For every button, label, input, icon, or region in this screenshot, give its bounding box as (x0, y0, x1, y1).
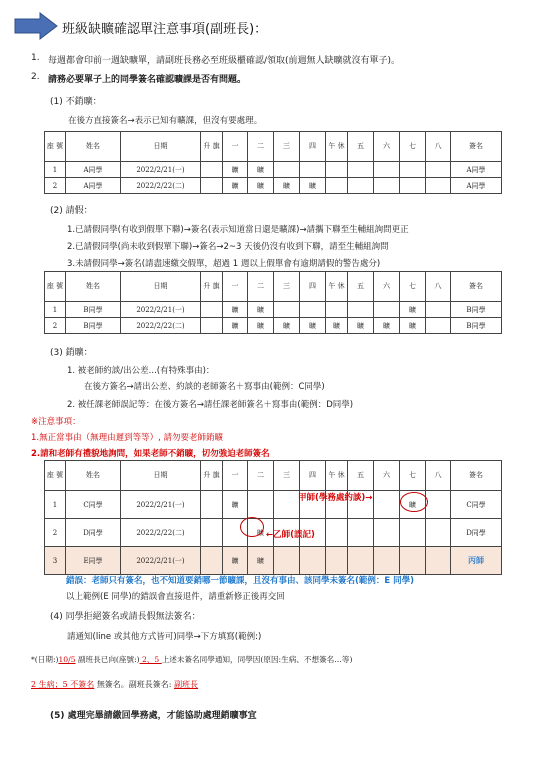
table-cell: 曠 (300, 318, 326, 334)
header-cell: 二 (248, 461, 274, 491)
table-cell: 曠 (223, 491, 248, 519)
header-cell: 五 (348, 272, 374, 302)
table-cell (274, 547, 300, 575)
table-cell (348, 302, 374, 318)
table-cell (248, 491, 274, 519)
notice-form-line1 (31, 654, 352, 665)
table-cell (348, 547, 374, 575)
form-sign-value[interactable]: 副班長 (174, 680, 199, 689)
circle-mark-yi (240, 517, 264, 537)
table-cell: C同學 (451, 491, 502, 519)
table-cell: 2022/2/21(一) (121, 491, 201, 519)
table-cell (374, 519, 400, 547)
table-cell: 曠 (400, 491, 426, 519)
table-cell: 1 (45, 302, 66, 318)
table-cell: 2022/2/21(一) (121, 302, 201, 318)
header-cell: 四 (300, 461, 326, 491)
table-cell: B同學 (451, 318, 502, 334)
table-cell: 曠 (248, 162, 274, 178)
header-cell: 七 (400, 272, 426, 302)
table-cell: B同學 (66, 302, 121, 318)
table-cell: 曠 (223, 162, 248, 178)
table-row (45, 162, 502, 178)
section2-heading: (2) 請假： (50, 206, 93, 216)
table-cell (348, 162, 374, 178)
table-cell: C同學 (66, 491, 121, 519)
table-cancel (44, 460, 502, 575)
table-cell: 1 (45, 491, 66, 519)
notes-heading: ※注意事項： (31, 417, 81, 427)
item2-number: 2. (31, 72, 40, 82)
table-cell: 曠 (248, 547, 274, 575)
table-cell: 丙師 (451, 547, 502, 575)
header-cell: 四 (300, 272, 326, 302)
table-cell: 曠 (248, 318, 274, 334)
header-cell: 一 (223, 461, 248, 491)
table-cell (274, 162, 300, 178)
header-cell: 六 (374, 272, 400, 302)
table-cell: 2022/2/22(二) (121, 519, 201, 547)
table-cell: 2022/2/22(二) (121, 178, 201, 194)
section1-heading: (1) 不銷曠： (50, 97, 102, 107)
error-note: 錯誤：老師只有簽名，也不知道要銷哪一節曠課，且沒有事由、該同學未簽名(範例：E 同學) (66, 576, 415, 586)
header-cell: 簽名 (451, 132, 502, 162)
table-row (45, 318, 502, 334)
form-reason-label: 上述未簽名同學通知，同學因(原因:生病、不想簽名…等) (161, 655, 353, 664)
section2-line2: 2.已請假同學(尚未收到假單下聯)→簽名→2~3 天後仍沒有收到下聯，請至生輔組詢問 (67, 242, 389, 252)
table-cell (374, 491, 400, 519)
table-cell (201, 162, 223, 178)
table-cell (201, 547, 223, 575)
header-cell: 二 (248, 272, 274, 302)
header-cell: 八 (426, 132, 451, 162)
table-cell: 3 (45, 547, 66, 575)
table-cell: 2 (45, 318, 66, 334)
table-cell (426, 178, 451, 194)
table-cell (374, 547, 400, 575)
table-cell (326, 519, 348, 547)
header-cell: 升 旗 (201, 461, 223, 491)
header-cell: 三 (274, 132, 300, 162)
header-cell: 八 (426, 272, 451, 302)
table-cell (400, 162, 426, 178)
table-cell: 曠 (248, 519, 274, 547)
table-cell (426, 302, 451, 318)
form-reason-value[interactable]: 2 生病；5 不簽名 (31, 680, 95, 689)
table-cell (374, 302, 400, 318)
table-cell (426, 162, 451, 178)
table-cell: B同學 (66, 318, 121, 334)
table-cell: 曠 (274, 178, 300, 194)
table-cell (400, 519, 426, 547)
header-cell: 升 旗 (201, 132, 223, 162)
table-header-row (45, 461, 502, 491)
section3-line1b: 在後方簽名→請出公差、約談的老師簽名＋寫事由(範例：C同學) (84, 382, 325, 392)
header-cell: 升 旗 (201, 272, 223, 302)
table-cell (426, 547, 451, 575)
table-cell: 曠 (400, 318, 426, 334)
form-sign-label: 無簽名。副班長簽名: (96, 680, 172, 689)
form-date-label: *(日期:) (31, 655, 59, 664)
table-header-row (45, 272, 502, 302)
table-cell: 曠 (248, 302, 274, 318)
table-cell: A同學 (66, 178, 121, 194)
table-cell: 曠 (248, 178, 274, 194)
form-seat-label: 副班長已向(座號:) (77, 655, 140, 664)
table-cell (326, 547, 348, 575)
header-cell: 七 (400, 461, 426, 491)
table-leave (44, 271, 502, 334)
section2-line1: 1.已請假同學(有收到假單下聯)→簽名(表示知道當日還是曠課)→請攜下聯至生輔組詢問更正 (67, 225, 409, 235)
table-cell (300, 302, 326, 318)
header-cell: 六 (374, 461, 400, 491)
table-cell: E同學 (66, 547, 121, 575)
table-cell: A同學 (451, 162, 502, 178)
table-cell: 曠 (374, 318, 400, 334)
table-row (45, 178, 502, 194)
notes-line2: 2.請和老師有禮貌地詢問，如果老師不銷曠，切勿強迫老師簽名 (31, 449, 270, 459)
table-cell: 2022/2/21(一) (121, 547, 201, 575)
header-cell: 午 休 (326, 272, 348, 302)
header-cell: 座 號 (45, 132, 66, 162)
table-cell (400, 547, 426, 575)
header-cell: 三 (274, 461, 300, 491)
table-cell: 曠 (300, 178, 326, 194)
table-cell: 曠 (223, 318, 248, 334)
table-cell: 曠 (223, 302, 248, 318)
table-cell (400, 178, 426, 194)
table-cell: 曠 (223, 547, 248, 575)
item1-text: 每週都會印前一週缺曠單，請副班長務必至班級櫃確認/領取(前週無人缺曠就沒有單子)。 (48, 56, 401, 66)
table-cell (326, 178, 348, 194)
section4-heading: (4) 同學拒絕簽名或請長假無法簽名： (50, 612, 201, 622)
header-cell: 午 休 (326, 132, 348, 162)
header-cell: 簽名 (451, 461, 502, 491)
header-cell: 一 (223, 132, 248, 162)
section1-desc: 在後方直接簽名→表示已知有曠課，但沒有要處理。 (68, 116, 263, 126)
table-cell: D同學 (451, 519, 502, 547)
table-no-cancel (44, 131, 502, 194)
section3-heading: (3) 銷曠： (50, 348, 93, 358)
header-cell: 姓名 (66, 132, 121, 162)
table-cell (374, 178, 400, 194)
header-cell: 姓名 (66, 272, 121, 302)
table-row (45, 302, 502, 318)
form-seat-value[interactable]: 2、5 (139, 655, 162, 664)
table-cell (426, 519, 451, 547)
table-cell: 曠 (348, 318, 374, 334)
header-cell: 日期 (121, 272, 201, 302)
table-cell (300, 547, 326, 575)
table-cell: 曠 (400, 302, 426, 318)
table-cell: D同學 (66, 519, 121, 547)
page-title: 班級缺曠確認單注意事項(副班長)： (62, 22, 268, 37)
header-cell: 八 (426, 461, 451, 491)
table-cell (201, 519, 223, 547)
header-cell: 姓名 (66, 461, 121, 491)
table-cell (426, 318, 451, 334)
table-cell: 曠 (326, 318, 348, 334)
item2-text: 請務必要單子上的同學簽名確認曠課是否有問題。 (48, 75, 247, 85)
header-cell: 座 號 (45, 461, 66, 491)
header-cell: 午 休 (326, 461, 348, 491)
teacher-jia-note: 甲師(學務處約談)→ (298, 493, 373, 503)
section5-text: (5) 處理完畢請繳回學務處，才能協助處理銷曠事宜 (50, 711, 257, 721)
table-cell (426, 491, 451, 519)
header-cell: 二 (248, 132, 274, 162)
item1-number: 1. (31, 53, 40, 63)
header-cell: 五 (348, 132, 374, 162)
header-cell: 四 (300, 132, 326, 162)
table-cell (201, 178, 223, 194)
table-cell (348, 519, 374, 547)
table-cell: 1 (45, 162, 66, 178)
table-cell: 曠 (274, 318, 300, 334)
table-cell: 2022/2/21(一) (121, 162, 201, 178)
section2-line3: 3.未請假同學→簽名(請盡速繳交假單，超過 1 週以上假單會有逾期請假的警告處分) (67, 259, 381, 269)
section3-line2: 2. 被任課老師誤記等：在後方簽名→請任課老師簽名＋寫事由(範例：D同學) (67, 400, 354, 410)
table-cell (326, 302, 348, 318)
header-cell: 一 (223, 272, 248, 302)
notice-form-line2 (31, 679, 198, 690)
table-cell: 2 (45, 178, 66, 194)
title-arrow-icon (14, 12, 58, 40)
circle-mark-jia (400, 492, 428, 512)
table-row (45, 491, 502, 519)
teacher-yi-note: ←乙師(誤記) (266, 530, 315, 540)
header-cell: 五 (348, 461, 374, 491)
header-cell: 六 (374, 132, 400, 162)
table-cell (326, 162, 348, 178)
table-cell: 2022/2/22(二) (121, 318, 201, 334)
form-date-value[interactable]: 10/5 (58, 655, 76, 664)
table-cell (348, 178, 374, 194)
section4-desc: 請通知(line 或其他方式皆可)同學→下方填寫(範例:) (67, 632, 262, 642)
table-cell: 2 (45, 519, 66, 547)
table-cell (274, 302, 300, 318)
table-cell: A同學 (451, 178, 502, 194)
table-cell: B同學 (451, 302, 502, 318)
header-cell: 日期 (121, 461, 201, 491)
table-cell (274, 491, 300, 519)
table-cell (374, 162, 400, 178)
table-cell (201, 491, 223, 519)
table-cell (201, 318, 223, 334)
table-cell (201, 302, 223, 318)
table-cell (300, 162, 326, 178)
header-cell: 簽名 (451, 272, 502, 302)
notes-line1: 1.無正當事由（無理由遲到等等）, 請勿要老師銷曠 (31, 433, 224, 443)
table-row (45, 547, 502, 575)
header-cell: 座 號 (45, 272, 66, 302)
header-cell: 七 (400, 132, 426, 162)
table-cell: A同學 (66, 162, 121, 178)
table-cell: 曠 (223, 178, 248, 194)
section3-line1: 1. 被老師約談/出公差...(有特殊事由)： (67, 366, 215, 376)
error-note-2: 以上範例(E 同學)的錯誤會直接退件，請重新修正後再交回 (66, 592, 285, 602)
table-header-row (45, 132, 502, 162)
header-cell: 三 (274, 272, 300, 302)
header-cell: 日期 (121, 132, 201, 162)
